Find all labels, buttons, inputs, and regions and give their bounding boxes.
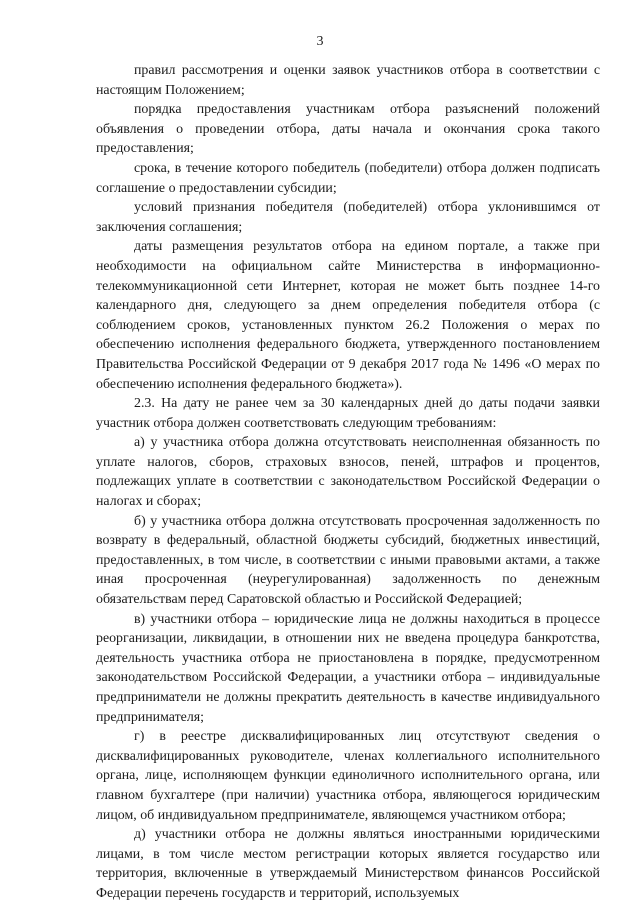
paragraph-requirement-d: д) участники отбора не должны являться иностранными юридическими лицами, в том числе местом регистрации которых является государство или территория, включенные в утверждаемый Министерством финансов Российской Федерации перечень государств и территорий, используемых (96, 827, 600, 901)
paragraph-signing-deadline: срока, в течение которого победитель (победители) отбора должен подписать соглашение о предоставлении субсидии; (96, 160, 600, 196)
document-body (96, 61, 600, 904)
page-number: 3 (316, 34, 324, 49)
paragraph-requirement-b: б) у участника отбора должна отсутствовать просроченная задолженность по возврату в федеральный, областной бюджеты субсидий, бюджетных инвестиций, предоставленных, в том числе, в соответствии с иными правовыми актами, а также иная просроченная (неурегулированная) задолженность по денежным обязательствам перед Саратовской областью и Российской Федерацией; (96, 513, 600, 608)
paragraph-rules-review: правил рассмотрения и оценки заявок участников отбора в соответствии с настоящим Положением; (96, 63, 600, 98)
paragraph-evasion-conditions: условий признания победителя (победителей) отбора уклонившимся от заключения соглашения; (96, 200, 600, 235)
paragraph-requirement-v: в) участники отбора – юридические лица не должны находиться в процессе реорганизации, ликвидации, в отношении них не введена процедура банкротства, деятельность участника отбора не приостановлена в порядке, предусмотренном законодательством Российской Федерации, а участники отбора – индивидуальные предприниматели не должны прекратить деятельность в качестве индивидуального предпринимателя; (96, 611, 600, 725)
paragraph-requirement-a: а) у участника отбора должна отсутствовать неисполненная обязанность по уплате налогов, сборов, страховых взносов, пеней, штрафов и процентов, подлежащих уплате в соответствии с законодательством Российской Федерации о налогах и сборах; (96, 435, 600, 510)
paragraph-requirement-g: г) в реестре дисквалифицированных лиц отсутствуют сведения о дисквалифицированных руководителе, членах коллегиального исполнительного органа, лице, исполняющем функции единоличного исполнительного органа, или главном бухгалтере (при наличии) участника отбора, являющегося юридическим лицом, об индивидуальном предпринимателе, являющемся участником отбора; (96, 729, 600, 823)
paragraph-clarifications: порядка предоставления участникам отбора разъяснений положений объявления о проведении отбора, даты начала и окончания срока такого предоставления; (96, 102, 600, 157)
paragraph-results-publication: даты размещения результатов отбора на едином портале, а также при необходимости на официальном сайте Министерства в информационно-телекоммуникационной сети Интернет, которая не может быть позднее 14-го календарного дня, следующего за днем определения победителя отбора (с соблюдением сроков, установленных пунктом 26.2 Положения о мерах по обеспечению исполнения федерального бюджета, утвержденного постановлением Правительства Российской Федерации от 9 декабря 2017 года № 1496 «О мерах по обеспечению исполнения федерального бюджета»). (96, 239, 600, 392)
paragraph-section-2-3: 2.3. На дату не ранее чем за 30 календарных дней до даты подачи заявки участник отбора должен соответствовать следующим требованиям: (96, 396, 600, 431)
